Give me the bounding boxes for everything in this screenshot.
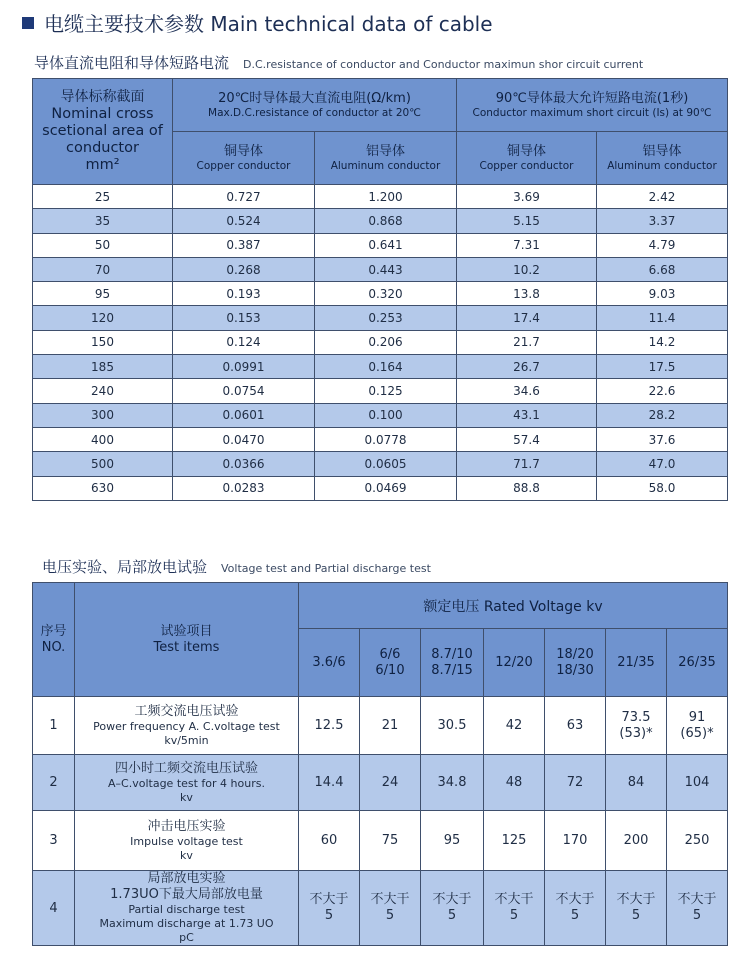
cell-copper-current: 88.8 (457, 476, 597, 500)
cell-copper-resistance: 0.153 (173, 306, 315, 330)
test-value-main: 不大干 (370, 892, 410, 907)
header-nominal-area-cn: 导体标称截面 (60, 89, 145, 105)
test-value (545, 697, 606, 755)
header-short-circuit-en: Conductor maximum short circuit (Is) at 90℃ (472, 106, 712, 119)
test-value (299, 871, 360, 946)
test-value (484, 811, 545, 871)
test-row (33, 871, 728, 946)
test-value-main: 34.8 (437, 774, 467, 790)
header-aluminum-1 (315, 132, 457, 185)
cell-copper-resistance: 0.0366 (173, 452, 315, 476)
voltage-header-cell (484, 629, 545, 697)
cell-aluminum-resistance: 0.868 (315, 209, 457, 233)
resistance-table-body (33, 185, 728, 501)
cell-copper-resistance: 0.124 (173, 330, 315, 354)
test-item-unit: kv (180, 848, 193, 862)
test-value-note: 5 (324, 908, 334, 923)
table-row (33, 209, 728, 233)
test-value-main: 73.5 (621, 709, 651, 725)
cell-copper-current: 34.6 (457, 379, 597, 403)
test-row (33, 811, 728, 871)
voltage-header-line-1: 12/20 (495, 654, 533, 670)
cell-aluminum-current: 14.2 (597, 330, 728, 354)
test-value (360, 697, 421, 755)
test-value-note: 5 (447, 908, 457, 923)
cell-copper-current: 5.15 (457, 209, 597, 233)
header-dc-resistance-cn: 20℃时导体最大直流电阻(Ω/km) (218, 90, 411, 106)
cell-aluminum-current: 11.4 (597, 306, 728, 330)
header-nominal-area (33, 79, 173, 185)
section2-title-en: Voltage test and Partial discharge test (221, 562, 431, 575)
cell-area: 185 (33, 355, 173, 379)
test-value (667, 697, 728, 755)
cell-aluminum-resistance: 0.206 (315, 330, 457, 354)
test-item (75, 755, 299, 811)
cell-copper-current: 71.7 (457, 452, 597, 476)
section2-title (42, 556, 431, 577)
header-dc-resistance-en: Max.D.C.resistance of conductor at 20℃ (208, 106, 421, 119)
cell-copper-resistance: 0.0991 (173, 355, 315, 379)
voltage-header-line-1: 18/20 (556, 646, 594, 662)
test-value-main: 75 (381, 832, 399, 848)
voltage-header-line-1: 6/6 (379, 646, 401, 662)
cell-copper-current: 43.1 (457, 403, 597, 427)
cell-aluminum-resistance: 0.641 (315, 233, 457, 257)
table-row (33, 257, 728, 281)
test-value-main: 不大于 (432, 892, 472, 907)
cell-aluminum-current: 6.68 (597, 257, 728, 281)
cell-copper-resistance: 0.0601 (173, 403, 315, 427)
cell-area: 500 (33, 452, 173, 476)
test-value (667, 755, 728, 811)
cell-aluminum-resistance: 0.443 (315, 257, 457, 281)
cell-aluminum-resistance: 0.0778 (315, 427, 457, 451)
cell-aluminum-resistance: 0.125 (315, 379, 457, 403)
cell-aluminum-current: 37.6 (597, 427, 728, 451)
voltage-header-cell (667, 629, 728, 697)
cell-aluminum-resistance: 0.0469 (315, 476, 457, 500)
table-row (33, 185, 728, 209)
test-item-en-2: Maximum discharge at 1.73 UO (99, 917, 274, 930)
cell-area: 50 (33, 233, 173, 257)
test-value-note: (65)* (680, 725, 714, 741)
cell-copper-current: 10.2 (457, 257, 597, 281)
header-copper-en: Copper conductor (196, 159, 291, 172)
test-value (606, 755, 667, 811)
cell-aluminum-current: 28.2 (597, 403, 728, 427)
test-item-en: Impulse voltage test (130, 834, 243, 848)
test-value (484, 697, 545, 755)
test-value-main: 48 (505, 774, 523, 790)
test-value (545, 811, 606, 871)
test-value-main: 200 (623, 832, 649, 848)
test-value (299, 697, 360, 755)
header-nominal-area-en: Nominal cross scetional area of conductor (42, 106, 163, 156)
test-item-en: Partial discharge test (128, 903, 245, 916)
cell-copper-current: 13.8 (457, 282, 597, 306)
cell-aluminum-current: 2.42 (597, 185, 728, 209)
test-value-main: 12.5 (314, 717, 344, 733)
voltage-header-line-2: 18/30 (556, 662, 594, 678)
test-value (360, 871, 421, 946)
header-aluminum-cn: 铝导体 (642, 143, 682, 159)
test-value-main: 84 (627, 774, 645, 790)
test-item-cn: 四小时工频交流电压试验 (114, 760, 258, 776)
cell-area: 400 (33, 427, 173, 451)
cell-area: 95 (33, 282, 173, 306)
cell-area: 300 (33, 403, 173, 427)
header-nominal-area-unit: mm² (85, 157, 120, 173)
cell-copper-current: 7.31 (457, 233, 597, 257)
cell-aluminum-resistance: 0.0605 (315, 452, 457, 476)
cell-aluminum-resistance: 0.253 (315, 306, 457, 330)
section1-title (34, 52, 643, 73)
header-dc-resistance (173, 79, 457, 132)
test-value-note: 5 (631, 908, 641, 923)
test-value (360, 755, 421, 811)
test-item-unit: kv/5min (164, 733, 209, 747)
header-no-en: NO. (41, 639, 66, 655)
header-copper-cn: 铜导体 (506, 143, 546, 159)
test-item-cn: 工频交流电压试验 (134, 703, 239, 719)
header-aluminum-en: Aluminum conductor (330, 159, 441, 172)
header-test-items (75, 583, 299, 697)
table-row (33, 233, 728, 257)
header-copper-2 (457, 132, 597, 185)
table-row (33, 330, 728, 354)
cell-copper-resistance: 0.0470 (173, 427, 315, 451)
test-value (545, 755, 606, 811)
test-value-note: 5 (385, 908, 395, 923)
cell-copper-current: 26.7 (457, 355, 597, 379)
test-value-main: 125 (501, 832, 527, 848)
test-no: 4 (33, 871, 75, 946)
test-no: 1 (33, 697, 75, 755)
test-value (421, 811, 484, 871)
table-row (33, 306, 728, 330)
resistance-table (32, 78, 728, 501)
header-copper-en: Copper conductor (479, 159, 574, 172)
section1-title-en: D.C.resistance of conductor and Conductor maximun shor circuit current (243, 58, 644, 71)
test-value (667, 811, 728, 871)
test-value (360, 811, 421, 871)
test-item-en: A–C.voltage test for 4 hours. (108, 776, 265, 790)
test-value-main: 不大干 (494, 892, 534, 907)
page-title-text: 电缆主要技术参数 Main technical data of cable (44, 12, 493, 36)
cell-copper-current: 3.69 (457, 185, 597, 209)
cell-aluminum-resistance: 1.200 (315, 185, 457, 209)
test-value (484, 755, 545, 811)
cell-area: 150 (33, 330, 173, 354)
test-value (606, 811, 667, 871)
test-row (33, 697, 728, 755)
table-row (33, 355, 728, 379)
voltage-test-body (33, 697, 728, 946)
test-value-main: 104 (684, 774, 710, 790)
header-copper-cn: 铜导体 (223, 143, 263, 159)
header-short-circuit-cn: 90℃导体最大允许短路电流(1秒) (495, 90, 689, 106)
cell-copper-resistance: 0.387 (173, 233, 315, 257)
test-value-main: 不大于 (616, 892, 656, 907)
test-value-main: 170 (562, 832, 588, 848)
cell-area: 240 (33, 379, 173, 403)
header-aluminum-2 (597, 132, 728, 185)
cell-aluminum-resistance: 0.100 (315, 403, 457, 427)
cell-aluminum-current: 4.79 (597, 233, 728, 257)
header-short-circuit (457, 79, 728, 132)
test-value-main: 250 (684, 832, 710, 848)
table-row (33, 452, 728, 476)
test-value-main: 95 (443, 832, 461, 848)
voltage-header-cell (299, 629, 360, 697)
cell-copper-resistance: 0.727 (173, 185, 315, 209)
table-row (33, 476, 728, 500)
section2-title-cn: 电压实验、局部放电试验 (42, 558, 208, 576)
test-item-unit: kv (180, 790, 193, 804)
voltage-header-cell (360, 629, 421, 697)
test-value (421, 755, 484, 811)
header-no-cn: 序号 (40, 623, 67, 639)
cell-aluminum-current: 47.0 (597, 452, 728, 476)
cell-copper-current: 57.4 (457, 427, 597, 451)
cell-area: 630 (33, 476, 173, 500)
voltage-header-cell (606, 629, 667, 697)
header-test-items-en: Test items (153, 639, 220, 655)
table-row (33, 282, 728, 306)
test-value-note: 5 (692, 908, 702, 923)
test-item-cn-2: 1.73UO下最大局部放电量 (110, 887, 263, 902)
cell-area: 120 (33, 306, 173, 330)
cell-copper-resistance: 0.0754 (173, 379, 315, 403)
table-row (33, 403, 728, 427)
cell-aluminum-current: 22.6 (597, 379, 728, 403)
test-value (545, 871, 606, 946)
test-item-unit: pC (179, 931, 194, 944)
header-rated-voltage-cn: 额定电压 (423, 598, 480, 615)
test-value (421, 871, 484, 946)
header-copper-1 (173, 132, 315, 185)
cell-aluminum-current: 17.5 (597, 355, 728, 379)
voltage-header-line-2: 6/10 (375, 662, 405, 678)
test-value-main: 不大于 (677, 892, 717, 907)
test-item (75, 811, 299, 871)
test-value-note: 5 (509, 908, 519, 923)
test-value-note: 5 (570, 908, 580, 923)
header-rated-voltage-en: Rated Voltage kv (483, 598, 603, 615)
test-value (299, 755, 360, 811)
cell-aluminum-current: 3.37 (597, 209, 728, 233)
test-no: 2 (33, 755, 75, 811)
table-row (33, 379, 728, 403)
cell-aluminum-current: 58.0 (597, 476, 728, 500)
test-no: 3 (33, 811, 75, 871)
test-value-note: (53)* (619, 725, 653, 741)
test-value-main: 14.4 (314, 774, 344, 790)
cell-copper-current: 17.4 (457, 306, 597, 330)
voltage-header-cell (545, 629, 606, 697)
header-aluminum-cn: 铝导体 (365, 143, 405, 159)
test-value (421, 697, 484, 755)
test-item-en: Power frequency A. C.voltage test (93, 719, 280, 733)
test-value (484, 871, 545, 946)
test-value-main: 30.5 (437, 717, 467, 733)
test-value-main: 63 (566, 717, 584, 733)
test-value-main: 21 (381, 717, 399, 733)
header-test-items-cn: 试验项目 (160, 623, 213, 639)
test-value (667, 871, 728, 946)
test-item-cn: 局部放电实验 (147, 871, 226, 886)
cell-area: 25 (33, 185, 173, 209)
cell-aluminum-resistance: 0.164 (315, 355, 457, 379)
section1-title-cn: 导体直流电阻和导体短路电流 (34, 54, 230, 72)
cell-area: 70 (33, 257, 173, 281)
test-value (606, 697, 667, 755)
voltage-header-cell (421, 629, 484, 697)
square-bullet-icon (22, 17, 34, 29)
header-aluminum-en: Aluminum conductor (607, 159, 717, 172)
test-value-main: 24 (381, 774, 399, 790)
test-item (75, 871, 299, 946)
cell-aluminum-resistance: 0.320 (315, 282, 457, 306)
test-value-main: 42 (505, 717, 523, 733)
test-item (75, 697, 299, 755)
cell-aluminum-current: 9.03 (597, 282, 728, 306)
page-title (22, 8, 493, 37)
cell-copper-resistance: 0.193 (173, 282, 315, 306)
cell-copper-resistance: 0.524 (173, 209, 315, 233)
voltage-header-line-2: 8.7/15 (431, 662, 473, 678)
test-item-cn: 冲击电压实验 (147, 818, 226, 834)
voltage-header-line-1: 26/35 (678, 654, 716, 670)
cell-copper-resistance: 0.268 (173, 257, 315, 281)
header-rated-voltage (299, 583, 728, 629)
voltage-header-line-1: 3.6/6 (312, 654, 346, 670)
table-row (33, 427, 728, 451)
voltage-header-line-1: 21/35 (617, 654, 655, 670)
test-value-main: 不大于 (309, 892, 349, 907)
cell-copper-resistance: 0.0283 (173, 476, 315, 500)
test-value (299, 811, 360, 871)
test-value-main: 不大于 (555, 892, 595, 907)
test-value (606, 871, 667, 946)
voltage-header-line-1: 8.7/10 (431, 646, 473, 662)
cell-copper-current: 21.7 (457, 330, 597, 354)
test-value-main: 72 (566, 774, 584, 790)
cell-area: 35 (33, 209, 173, 233)
header-no (33, 583, 75, 697)
voltage-test-table (32, 582, 728, 946)
test-row (33, 755, 728, 811)
test-value-main: 91 (688, 709, 706, 725)
test-value-main: 60 (320, 832, 338, 848)
